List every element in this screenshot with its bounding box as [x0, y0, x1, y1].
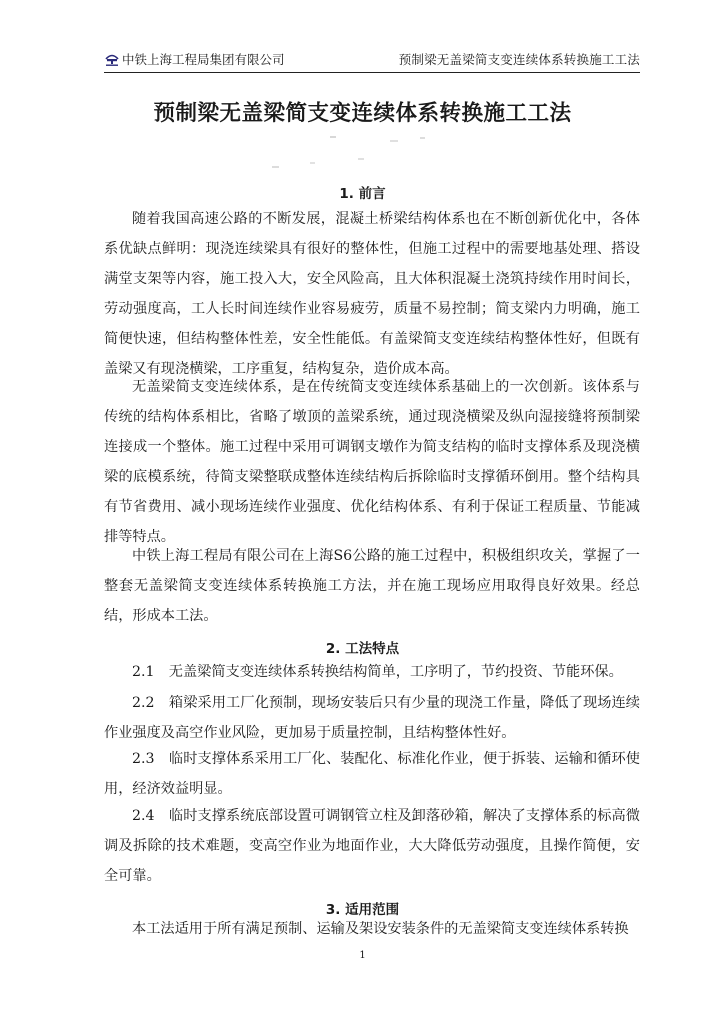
document-title: 预制梁无盖梁简支变连续体系转换施工工法	[153, 101, 572, 126]
header-company	[104, 50, 285, 70]
paragraph: 2.1 无盖梁简支变连续体系转换结构简单，工序明了，节约投资、节能环保。	[132, 664, 623, 680]
header-method-name: 预制梁无盖梁简支变连续体系转换施工工法	[398, 52, 640, 67]
header-company-name: 中铁上海工程局集团有限公司	[122, 52, 285, 67]
paragraph: 无盖梁简支变连续体系，是在传统简支变连续体系基础上的一次创新。该体系与传统的结构体系相比，省略了墩顶的盖梁系统，通过现浇横梁及纵向湿接缝将预制梁连接成一个整体。施工过程中采用可调钢支墩作为简支结构的临时支撑体系及现浇横梁的底模系统，待简支梁整联成整体连续结构后拆除临时支撑循环倒用。整个结构具有节省费用、减小现场连续作业强度、优化结构体系、有利于保证工程质量、节能减排等特点。	[104, 379, 640, 545]
section-heading-scope: 3. 适用范围	[325, 902, 400, 918]
crec-logo-icon	[104, 53, 120, 67]
paragraph: 2.4 临时支撑系统底部设置可调钢管立柱及卸落砂箱，解决了支撑体系的标高微调及拆除的技术难题，变高空作业为地面作业，大大降低劳动强度，且操作简便，安全可靠。	[104, 808, 640, 884]
scan-smudge	[270, 132, 470, 172]
paragraph: 2.2 箱梁采用工厂化预制，现场安装后只有少量的现浇工作量，降低了现场连续作业强度及高空作业风险，更加易于质量控制，且结构整体性好。	[104, 695, 640, 741]
paragraph: 2.3 临时支撑体系采用工厂化、装配化、标准化作业，便于拆装、运输和循环使用，经济效益明显。	[104, 751, 640, 797]
section-heading-preface: 1. 前言	[339, 186, 386, 202]
paragraph: 中铁上海工程局有限公司在上海S6公路的施工过程中，积极组织攻关，掌握了一整套无盖梁简支变连续体系转换施工方法，并在施工现场应用取得良好效果。经总结，形成本工法。	[104, 548, 640, 624]
page-number: 1	[359, 950, 366, 961]
paragraph: 随着我国高速公路的不断发展，混凝土桥梁结构体系也在不断创新优化中，各体系优缺点鲜明：现浇连续梁具有很好的整体性，但施工过程中的需要地基处理、搭设满堂支架等内容，施工投入大，安全风险高，且大体积混凝土浇筑持续作用时间长，劳动强度高，工人长时间连续作业容易疲劳，质量不易控制；简支梁内力明确，施工简便快速，但结构整体性差，安全性能低。有盖梁简支变连续结构整体性好，但既有盖梁又有现浇横梁，工序重复，结构复杂，造价成本高。	[104, 211, 640, 377]
page-header	[104, 50, 640, 73]
section-heading-features: 2. 工法特点	[325, 641, 400, 657]
paragraph: 本工法适用于所有满足预制、运输及架设安装条件的无盖梁简支变连续体系转换	[132, 921, 629, 937]
